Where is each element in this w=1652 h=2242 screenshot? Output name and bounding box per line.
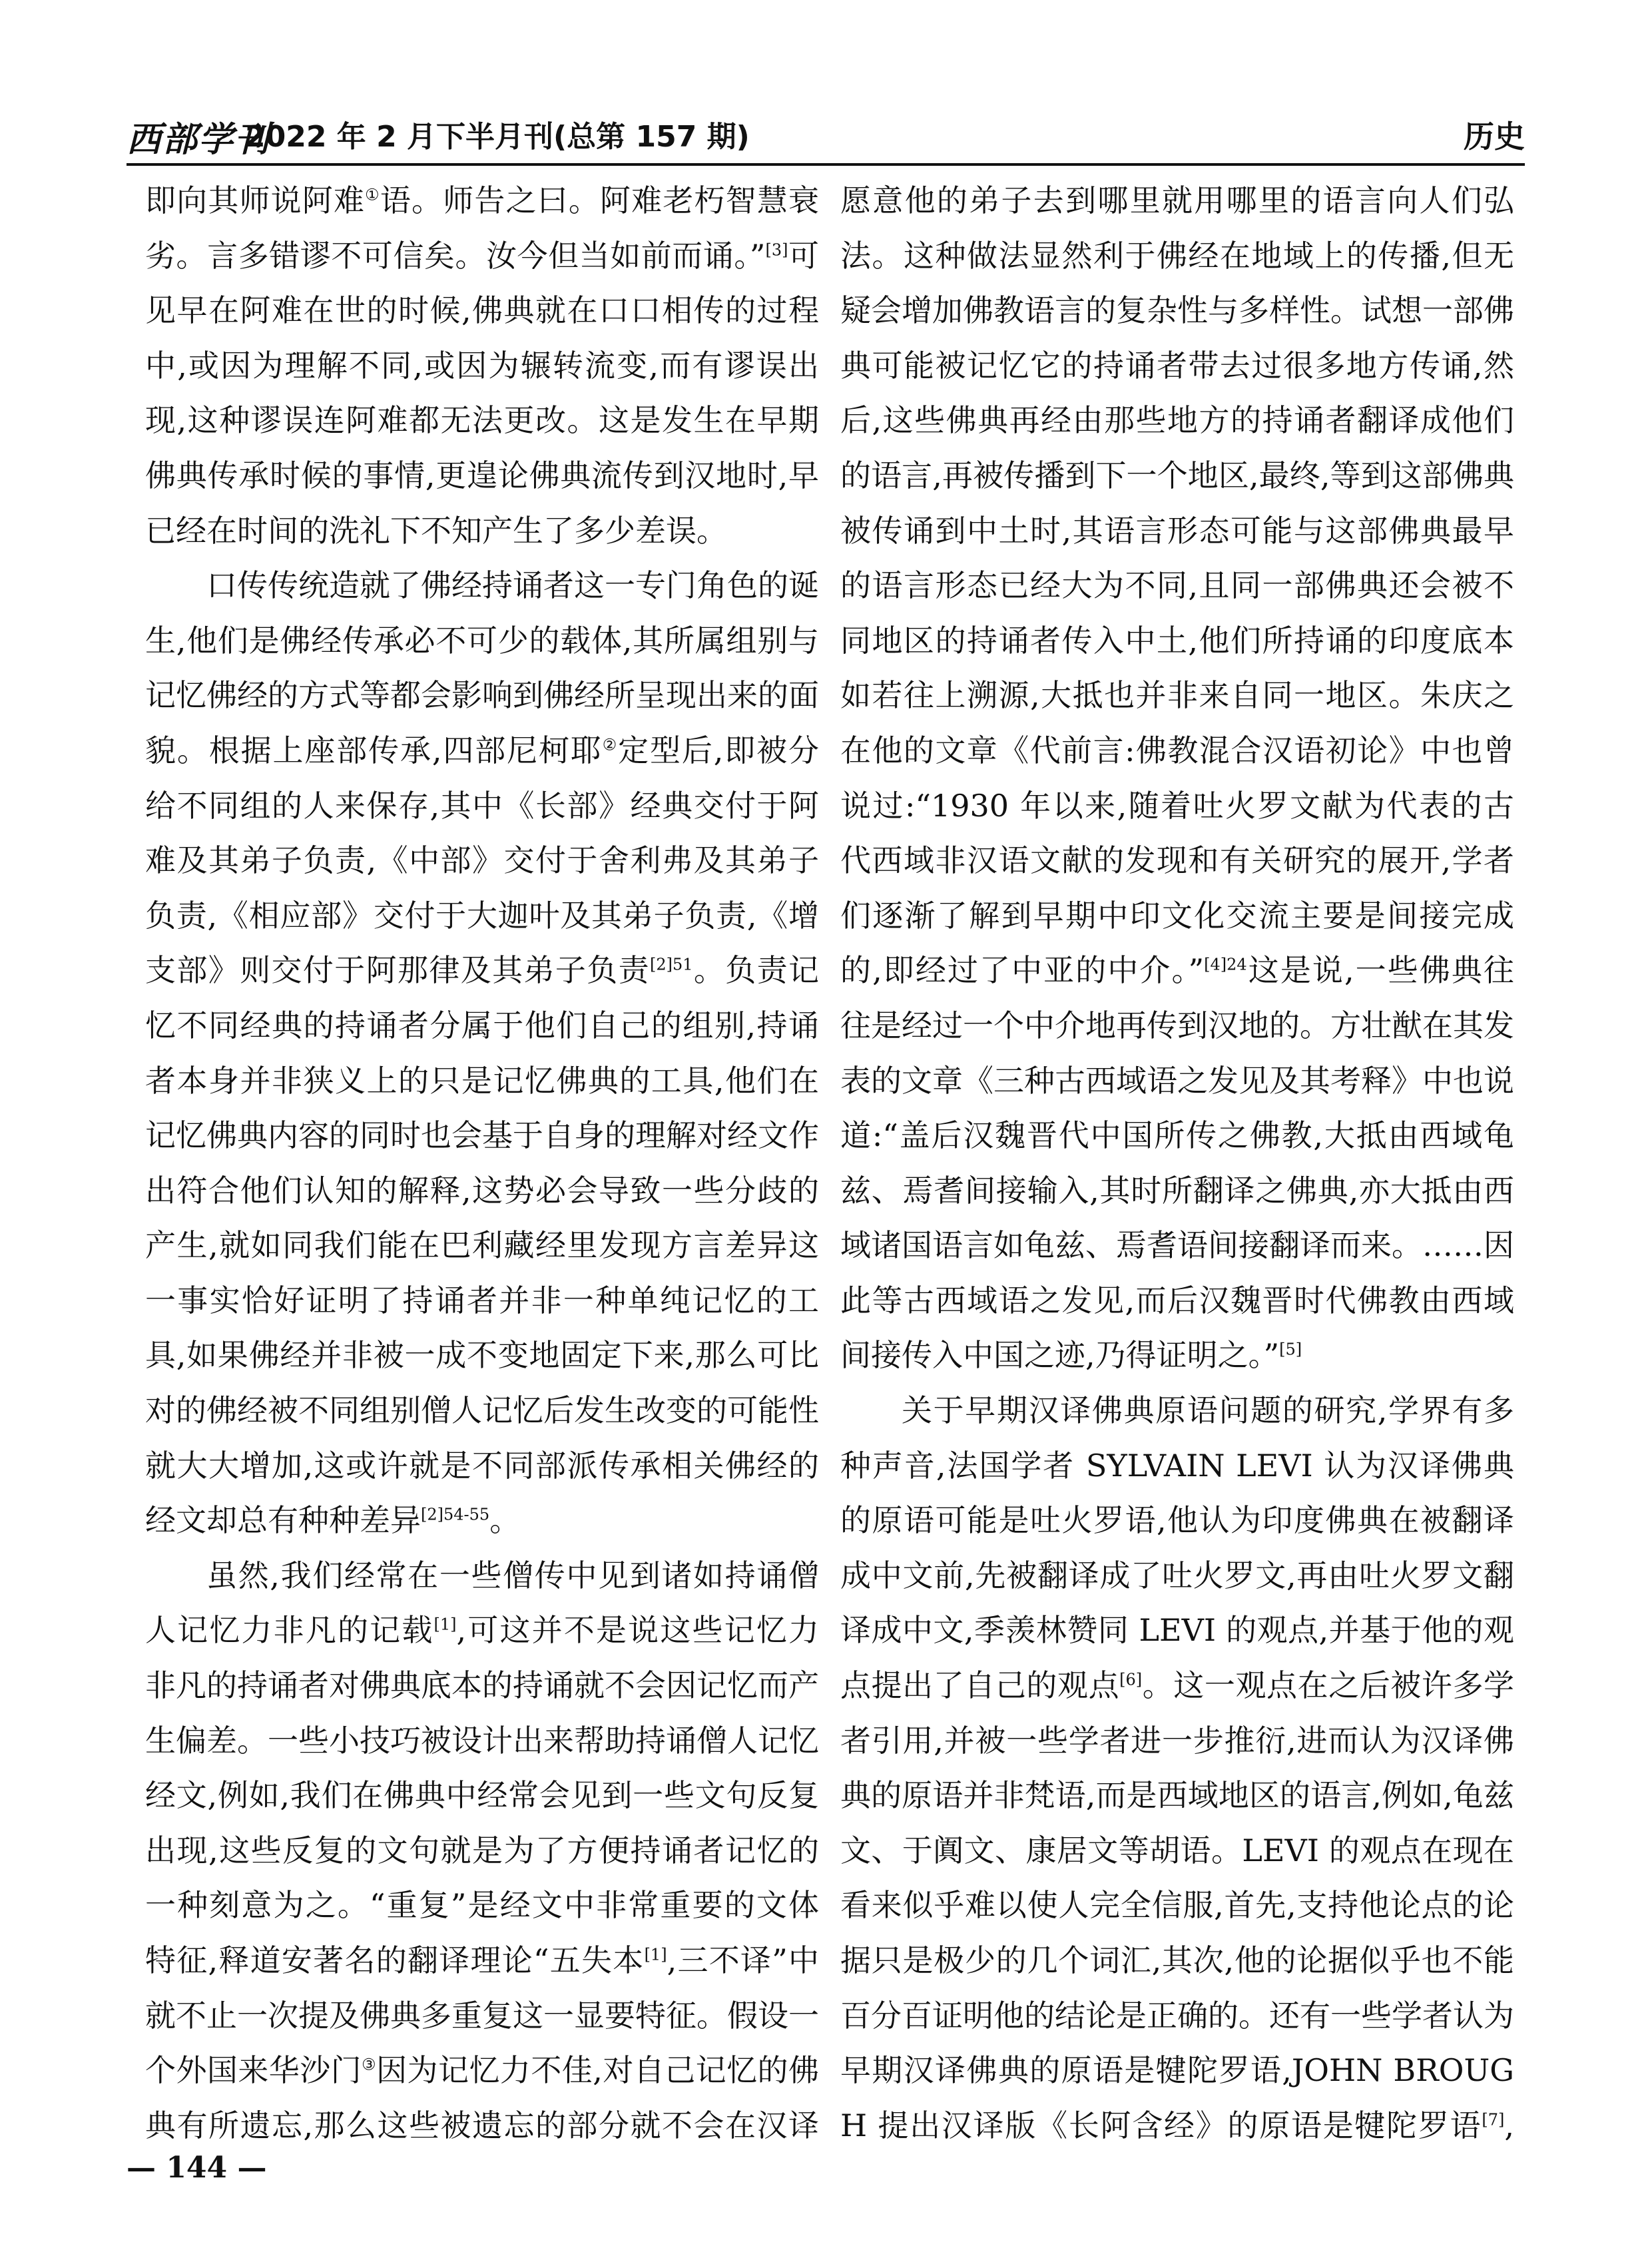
footnote-reference: ③	[362, 2055, 377, 2074]
issue-info: 2022 年 2 月下半月刊(总第 157 期)	[245, 120, 750, 154]
body-text: 关于早期汉译佛典原语问题的研究,学界有多种声音,法国学者 SYLVAIN LEVI 认为汉译佛典的原语可能是吐火罗语,他认为印度佛典在被翻译成中文前,先被翻译成了吐火罗文,再由吐火罗文翻译成中文,季羡林赞同 LEVI 的观点,并基于他的观点提出了自己的观点	[840, 1392, 1514, 1704]
body-text: 定型后,即被分给不同组的人来保存,其中《长部》经典交付于阿难及其弟子负责,《中部》交付于舍利弗及其弟子负责,《相应部》交付于大迦叶及其弟子负责,《增支部》则交付于阿那律及其弟子负责	[145, 732, 819, 989]
paragraph	[145, 558, 819, 1548]
journal-logo: 西部学刊	[127, 119, 271, 160]
body-text: 。	[489, 1502, 521, 1539]
body-text: 这是说,一些佛典往往是经过一个中介地再传到汉地的。方壮猷在其发表的文章《三种古西域语之发见及其考释》中也说道:“盖后汉魏晋代中国所传之佛教,大抵由西域龟兹、焉耆间接输入,其时所翻译之佛典,亦大抵由西域诸国语言如龟兹、焉耆语间接翻译而来。……因此等古西域语之发见,而后汉魏晋时代佛教由西域间接传入中国之迹,乃得证明之。”	[840, 952, 1514, 1374]
body-text: 愿意他的弟子去到哪里就用哪里的语言向人们弘法。这种做法显然利于佛经在地域上的传播,但无疑会增加佛教语言的复杂性与多样性。试想一部佛典可能被记忆它的持诵者带去过很多地方传诵,然后,这些佛典再经由那些地方的持诵者翻译成他们的语言,再被传播到下一个地区,最终,等到这部佛典被传诵到中土时,其语言形态可能与这部佛典最早的语言形态已经大为不同,且同一部佛典还会被不同地区的持诵者传入中土,他们所持诵的印度底本如若往上溯源,大抵也并非来自同一地区。朱庆之在他的文章《代前言:佛教混合汉语初论》中也曾说过:“1930 年以来,随着吐火罗文献为代表的古代西域非汉语文献的发现和有关研究的展开,学者们逐渐了解到早期中印文化交流主要是间接完成的,即经过了中亚的中介。”	[840, 182, 1514, 989]
body-text: 语。师告之曰。阿难老朽智慧衰劣。言多错谬不可信矣。汝今但当如前而诵。”	[145, 182, 819, 274]
body-text: 虽然,我们经常在一些僧传中见到诸如持诵僧人记忆力非凡的记载	[145, 1557, 819, 1649]
paragraph	[145, 1548, 819, 2144]
body-text: 即向其师说阿难	[145, 182, 366, 218]
page-number: — 144 —	[127, 2151, 267, 2185]
page-header	[127, 110, 1525, 160]
footnote-reference: [1]	[433, 1615, 457, 1635]
footnote-reference: [2]51	[649, 955, 693, 974]
paragraph	[145, 173, 819, 558]
footnote-reference: [2]54-55	[421, 1505, 490, 1524]
body-text: 可见早在阿难在世的时候,佛典就在口口相传的过程中,或因为理解不同,或因为辗转流变,而有谬误出现,这种谬误连阿难都无法更改。这是发生在早期佛典传承时候的事情,更遑论佛典流传到汉地时,早已经在时间的洗礼下不知产生了多少差误。	[145, 237, 819, 549]
footnote-reference: [3]	[765, 240, 788, 260]
header-rule	[127, 163, 1525, 166]
body-text: ,	[1504, 2107, 1514, 2143]
left-column	[145, 173, 819, 2144]
body-text: ,可这并不是说这些记忆力非凡的持诵者对佛典底本的持诵就不会因记忆而产生偏差。一些小技巧被设计出来帮助持诵僧人记忆经文,例如,我们在佛典中经常会见到一些文句反复出现,这些反复的文句就是为了方便持诵者记忆的一种刻意为之。“重复”是经文中非常重要的文体特征,释道安著名的翻译理论“五失本	[145, 1612, 819, 1978]
paragraph	[840, 1383, 1514, 2144]
body-text: 。负责记忆不同经典的持诵者分属于他们自己的组别,持诵者本身并非狭义上的只是记忆佛典的工具,他们在记忆佛典内容的同时也会基于自身的理解对经文作出符合他们认知的解释,这势必会导致一些分歧的产生,就如同我们能在巴利藏经里发现方言差异这一事实恰好证明了持诵者并非一种单纯记忆的工具,如果佛经并非被一成不变地固定下来,那么可比对的佛经被不同组别僧人记忆后发生改变的可能性就大大增加,这或许就是不同部派传承相关佛经的经文却总有种种差异	[145, 952, 819, 1539]
section-title: 历史	[1464, 119, 1525, 154]
right-column	[840, 173, 1514, 2144]
footnote-reference: [5]	[1279, 1340, 1302, 1360]
body-text: ,三不译”中就不止一次提及佛典多重复这一显要特征。假设一个外国来华沙门	[145, 1942, 819, 2089]
footnote-reference: [4]24	[1204, 955, 1247, 974]
footnote-reference: [7]	[1482, 2110, 1505, 2129]
body-text: 口传传统造就了佛经持诵者这一专门角色的诞生,他们是佛经传承必不可少的载体,其所属组别与记忆佛经的方式等都会影响到佛经所呈现出来的面貌。根据上座部传承,四部尼柯耶	[145, 567, 819, 768]
body-text: 。这一观点在之后被许多学者引用,并被一些学者进一步推衍,进而认为汉译佛典的原语并非梵语,而是西域地区的语言,例如,龟兹文、于阗文、康居文等胡语。LEVI 的观点在现在看来似乎难以使人完全信服,首先,支持他论点的论据只是极少的几个词汇,其次,他的论据似乎也不能百分百证明他的结论是正确的。还有一些学者认为早期汉译佛典的原语是犍陀罗语,JOHN BROUGH 提出汉译版《长阿含经》的原语是犍陀罗语	[840, 1667, 1514, 2143]
footnote-reference: [1]	[644, 1945, 667, 1964]
footnote-reference: [6]	[1119, 1670, 1143, 1689]
paragraph	[840, 173, 1514, 1383]
body-text: 因为记忆力不佳,对自己记忆的佛典有所遗忘,那么这些被遗忘的部分就不会在汉译	[145, 2052, 819, 2143]
footnote-reference: ②	[602, 735, 619, 754]
footnote-reference: ①	[365, 185, 380, 204]
